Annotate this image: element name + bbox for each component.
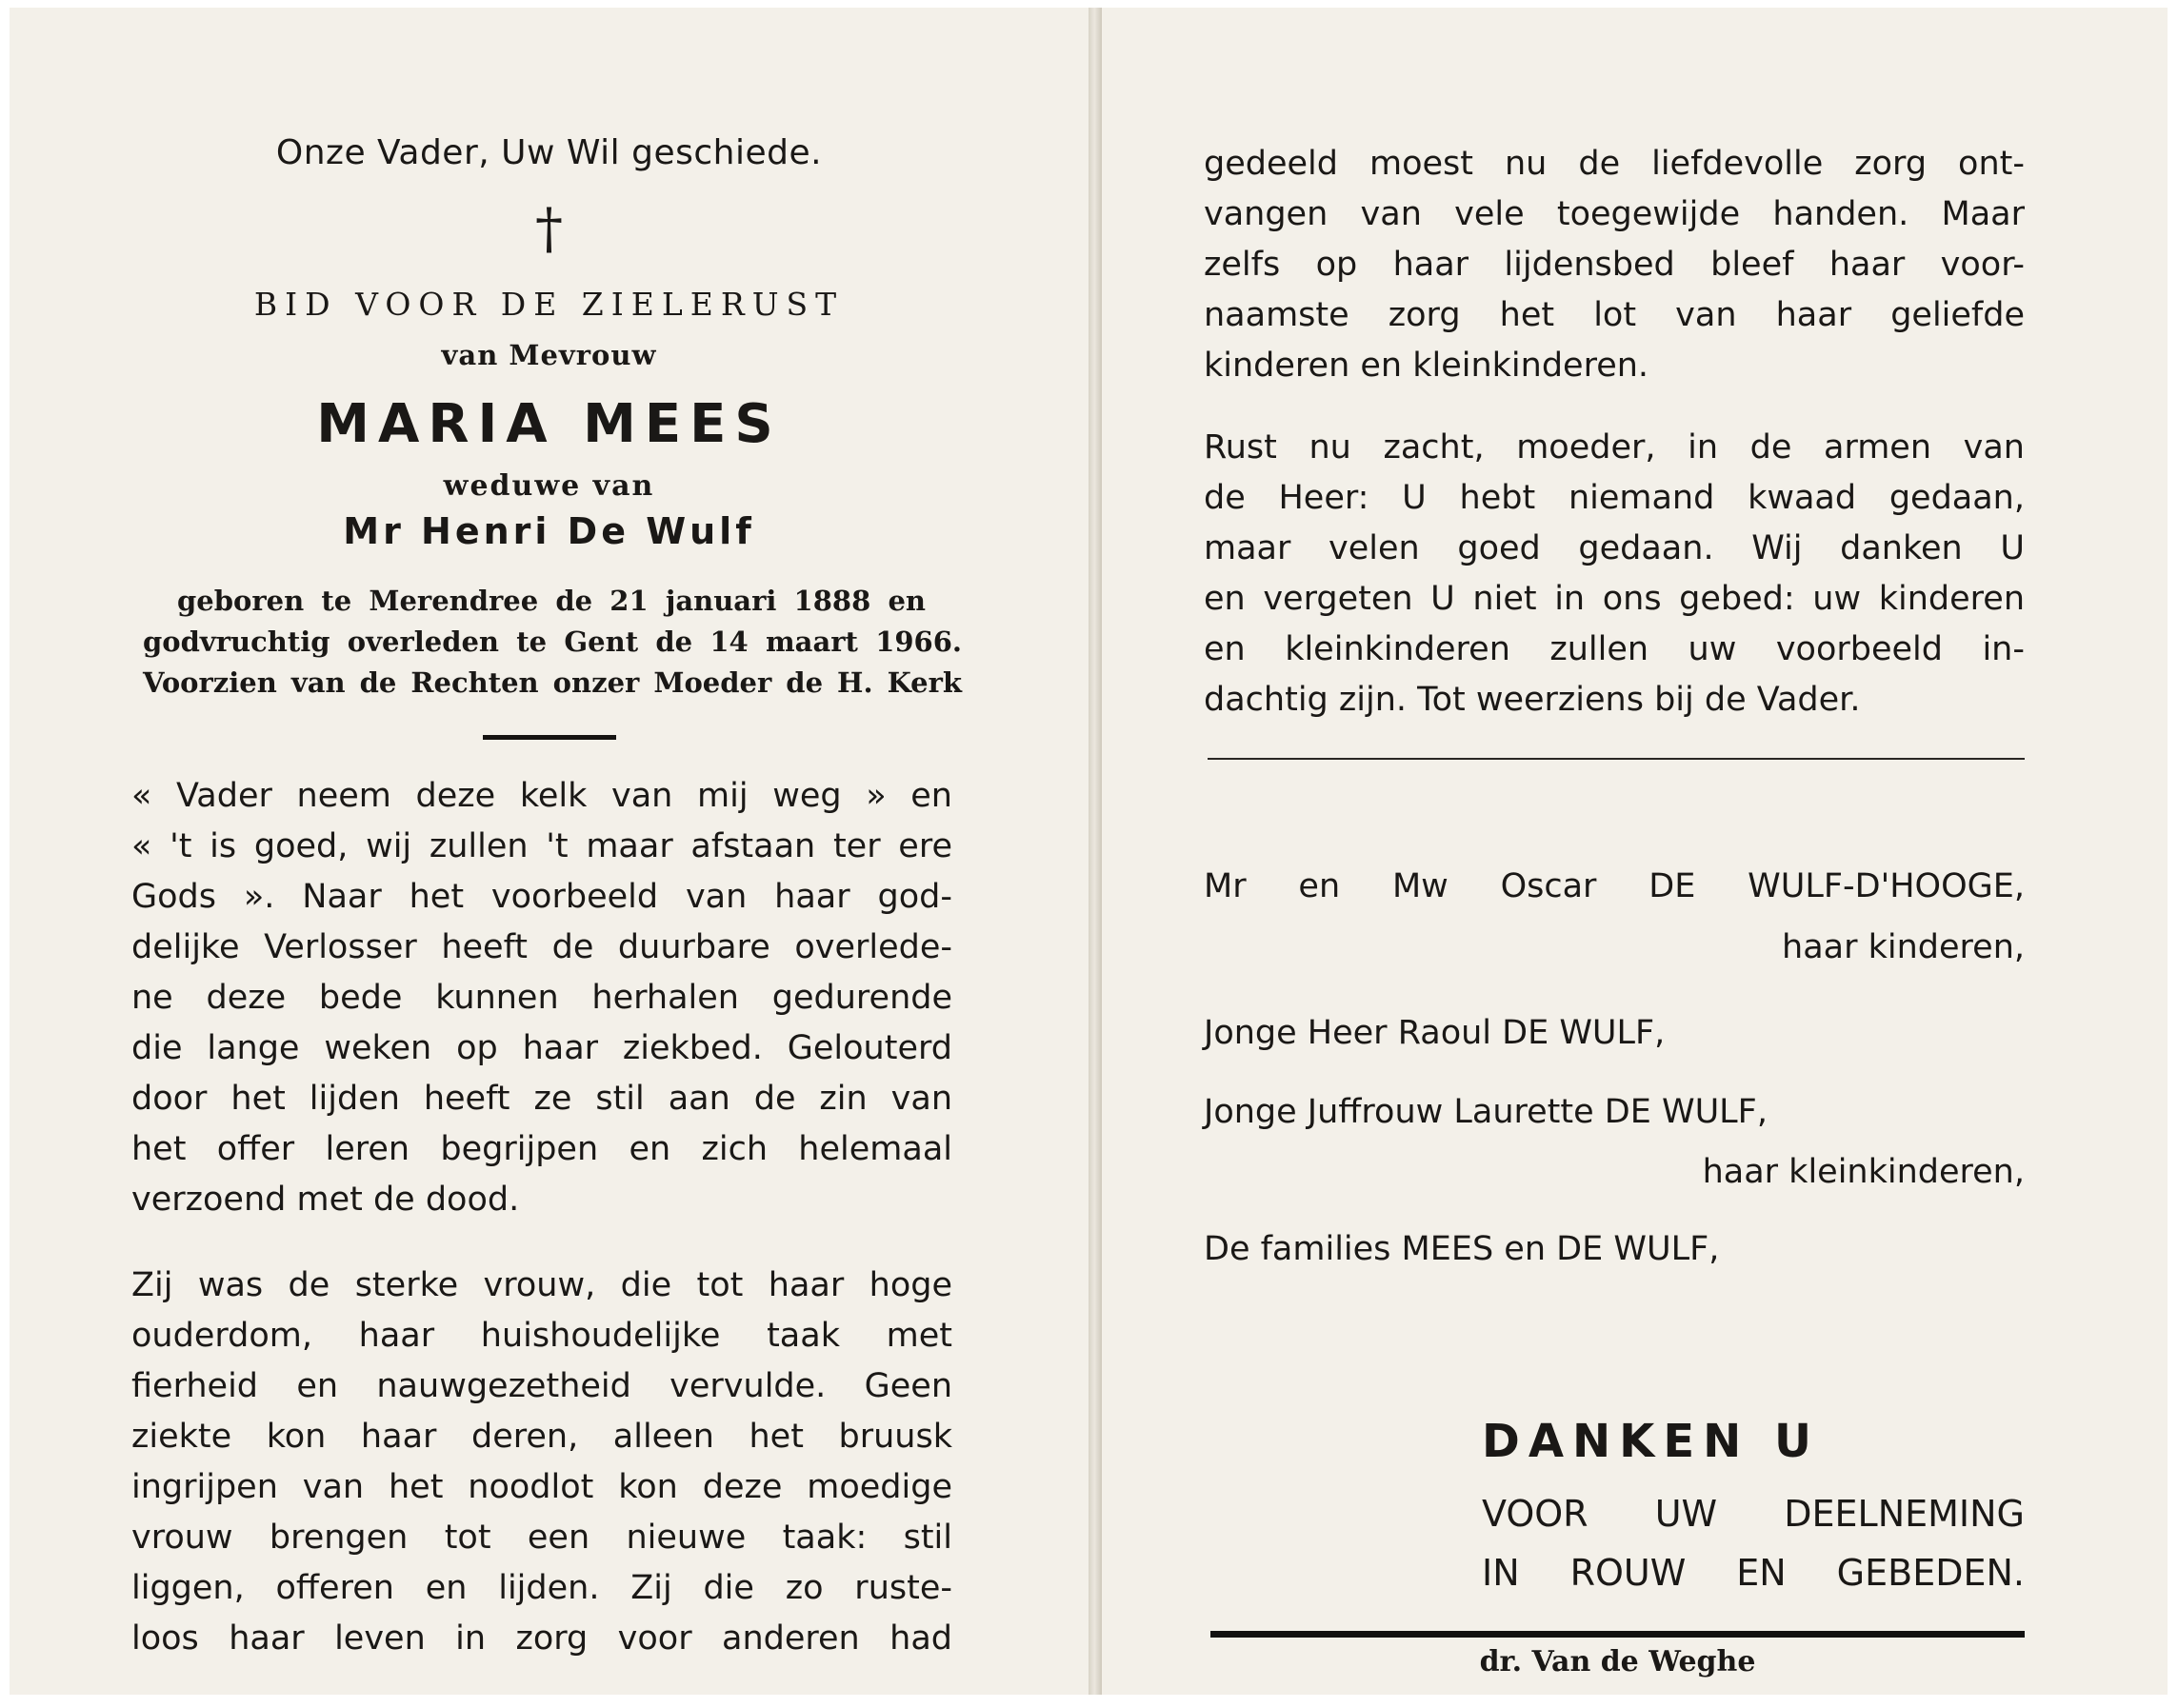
birth-line: geboren te Merendree de 21 januari 1888 en bbox=[177, 585, 926, 617]
thanks-title: DANKEN U bbox=[1482, 1415, 1821, 1468]
divider-thick bbox=[1210, 1631, 2025, 1638]
text-line: vangen van vele toegewijde handen. Maar bbox=[1204, 195, 2025, 233]
paragraph-left-1 bbox=[131, 777, 952, 1231]
text-line: ouderdom, haar huishoudelijke taak met bbox=[131, 1317, 952, 1355]
text-line: Zij was de sterke vrouw, die tot haar hoge bbox=[131, 1266, 952, 1304]
text-line: verzoend met de dood. bbox=[131, 1181, 520, 1219]
paragraph-left-2 bbox=[131, 1266, 952, 1670]
deceased-name: MARIA MEES bbox=[316, 393, 782, 455]
text-line: delijke Verlosser heeft de duurbare overlede- bbox=[131, 928, 952, 966]
sacraments-line: Voorzien van de Rechten onzer Moeder de H. Kerk bbox=[143, 666, 962, 699]
pray-heading: BID VOOR DE ZIELERUST bbox=[253, 286, 845, 323]
text-line: Gods ». Naar het voorbeeld van haar god- bbox=[131, 878, 952, 916]
husband-name: Mr Henri De Wulf bbox=[343, 510, 755, 552]
cross-icon: † bbox=[535, 196, 563, 261]
text-line: gedeeld moest nu de liefdevolle zorg ont- bbox=[1204, 145, 2025, 183]
text-line: Rust nu zacht, moeder, in de armen van bbox=[1204, 428, 2025, 467]
text-line: liggen, offeren en lijden. Zij die zo ruste- bbox=[131, 1569, 952, 1607]
families-line: De families MEES en DE WULF, bbox=[1204, 1230, 1720, 1268]
text-line: de Heer: U hebt niemand kwaad gedaan, bbox=[1204, 479, 2025, 517]
text-line: vrouw brengen tot een nieuwe taak: stil bbox=[131, 1519, 952, 1557]
paragraph-right-2 bbox=[1204, 428, 2025, 731]
card-fold bbox=[1089, 8, 1102, 1695]
text-line: die lange weken op haar ziekbed. Gelouterd bbox=[131, 1029, 952, 1067]
madam-label: van Mevrouw bbox=[441, 339, 657, 371]
text-line: ingrijpen van het noodlot kon deze moedige bbox=[131, 1468, 952, 1506]
text-line: dachtig zijn. Tot weerziens bij de Vader. bbox=[1204, 681, 1861, 719]
text-line: en vergeten U niet in ons gebed: uw kinderen bbox=[1204, 580, 2025, 618]
text-line: ziekte kon haar deren, alleen het bruusk bbox=[131, 1418, 952, 1456]
text-line: loos haar leven in zorg voor anderen had bbox=[131, 1619, 952, 1658]
divider-short bbox=[483, 735, 616, 740]
text-line: maar velen goed gedaan. Wij danken U bbox=[1204, 529, 2025, 567]
death-line: godvruchtig overleden te Gent de 14 maart 1966. bbox=[143, 626, 962, 658]
thanks-line-2: IN ROUW EN GEBEDEN. bbox=[1482, 1552, 2025, 1594]
children-label: haar kinderen, bbox=[1782, 928, 2025, 966]
widow-label: weduwe van bbox=[443, 469, 655, 503]
opening-prayer: Onze Vader, Uw Wil geschiede. bbox=[275, 133, 823, 172]
grandchild-laurette: Jonge Juffrouw Laurette DE WULF, bbox=[1204, 1093, 1768, 1131]
grandchild-raoul: Jonge Heer Raoul DE WULF, bbox=[1204, 1014, 1666, 1052]
left-panel bbox=[10, 8, 1089, 1695]
text-line: « 't is goed, wij zullen 't maar afstaan ter ere bbox=[131, 827, 952, 865]
memorial-card bbox=[10, 8, 2168, 1695]
text-line: het offer leren begrijpen en zich helemaal bbox=[131, 1130, 952, 1168]
text-line: en kleinkinderen zullen uw voorbeeld in- bbox=[1204, 630, 2025, 668]
text-line: « Vader neem deze kelk van mij weg » en bbox=[131, 777, 952, 815]
text-line: naamste zorg het lot van haar geliefde bbox=[1204, 296, 2025, 334]
divider-thin bbox=[1208, 758, 2025, 760]
text-line: door het lijden heeft ze stil aan de zin van bbox=[131, 1080, 952, 1118]
text-line: zelfs op haar lijdensbed bleef haar voor- bbox=[1204, 246, 2025, 284]
text-line: fierheid en nauwgezetheid vervulde. Geen bbox=[131, 1367, 952, 1405]
text-line: kinderen en kleinkinderen. bbox=[1204, 347, 1649, 385]
paragraph-right-1 bbox=[1204, 145, 2025, 397]
children-names: Mr en Mw Oscar DE WULF-D'HOOGE, bbox=[1204, 867, 2025, 905]
grandchildren-label: haar kleinkinderen, bbox=[1702, 1153, 2025, 1191]
text-line: ne deze bede kunnen herhalen gedurende bbox=[131, 979, 952, 1017]
printer-credit: dr. Van de Weghe bbox=[1479, 1645, 1756, 1678]
thanks-line-1: VOOR UW DEELNEMING bbox=[1482, 1493, 2025, 1535]
